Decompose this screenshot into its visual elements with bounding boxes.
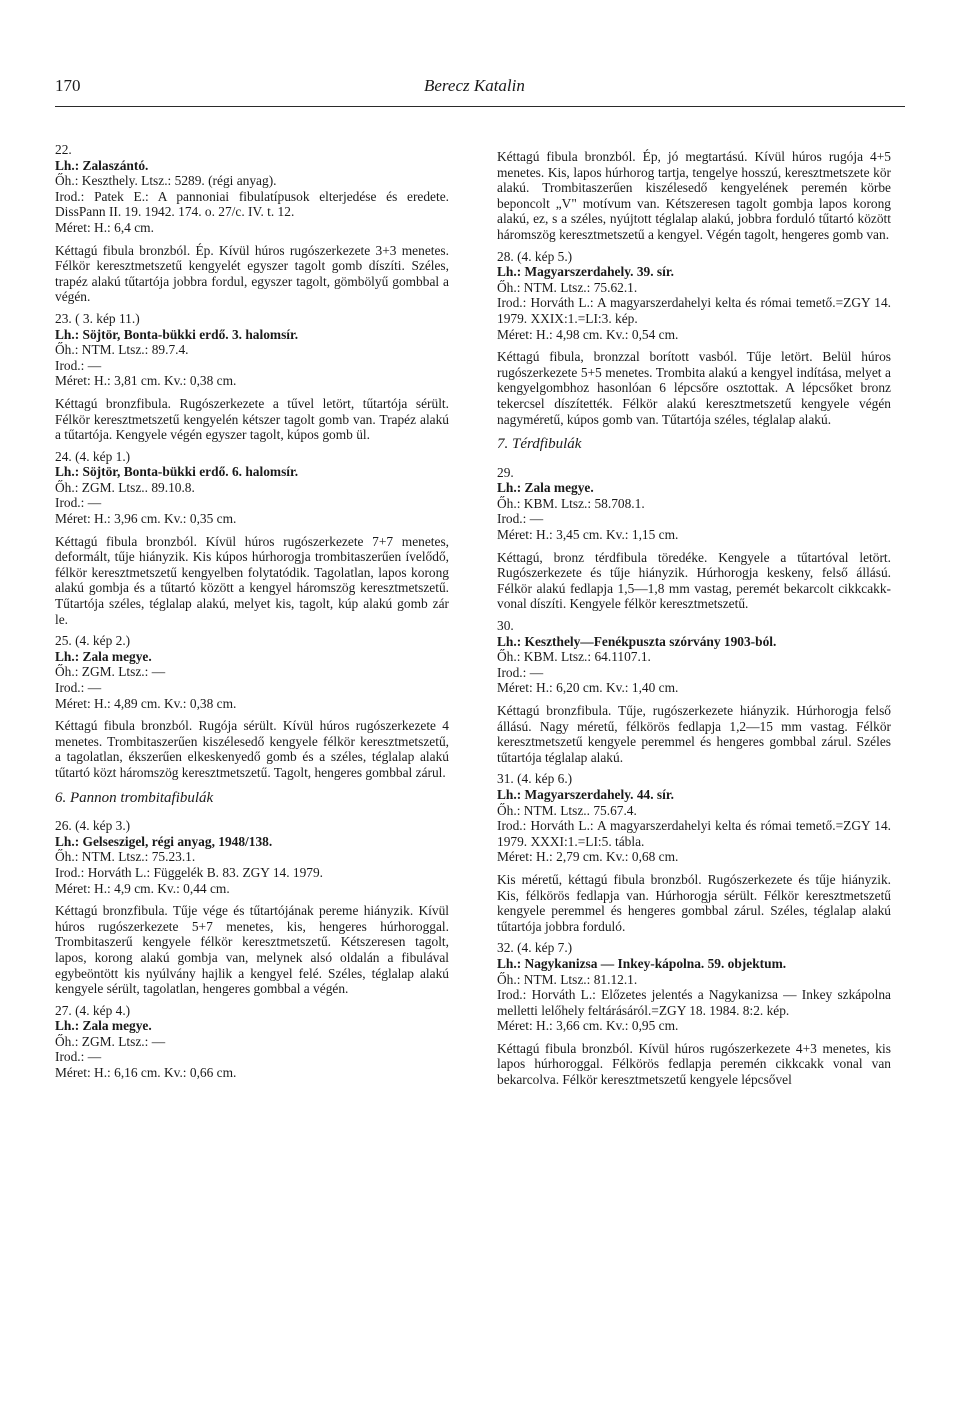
entry-number: 22.: [55, 142, 72, 157]
entry-literature: Irod.: Horváth L.: A magyarszerdahelyi kelta és római temető.=ZGY 14. 1979. XXIX:1.=LI:3. kép.: [497, 295, 891, 326]
entry-findspot: Lh.: Keszthely—Fenékpuszta szórvány 1903-ból.: [497, 633, 777, 649]
entry-description: Kis méretű, kéttagú fibula bronzból. Rugószerkezete és tűje hiányzik. Kis, félkörös fedlapja van. Húrhorogja sérült. Félkör keresztmetszetű kengyele peremmel és hengeres gombbal zárul. Széles, téglalap alakú tűtartója jobbra forduló.: [497, 871, 891, 934]
entry-size: Méret: H.: 2,79 cm. Kv.: 0,68 cm.: [497, 849, 679, 865]
entry-size: Méret: H.: 6,20 cm. Kv.: 1,40 cm.: [497, 680, 679, 696]
entry-literature: Irod.: —: [55, 1049, 102, 1065]
left-column: [55, 142, 449, 1087]
entry-number: 32. (4. kép 7.): [497, 940, 573, 956]
entry-size: Méret: H.: 6,16 cm. Kv.: 0,66 cm.: [55, 1065, 237, 1081]
entry-findspot: Lh.: Zala megye.: [55, 648, 152, 664]
entry-storage: Őh.: ZGM. Ltsz.: —: [55, 664, 166, 680]
entry-description: Kéttagú bronzfibula. Tűje, rugószerkezete hiányzik. Húrhorogja felső állású. Nagy méretű, félkörös fedlapja 1,2—15 mm vastag. Félkör keresztmetszetű kengyele peremmel és hengeres gombbal zárul. Széles tűtartója téglalap alakú.: [497, 703, 891, 765]
entry-literature: Irod.: Horváth L.: Előzetes jelentés a Nagykanizsa — Inkey szkápolna melletti lelőhely feltárásáról.=ZGY 18. 1984. 8:2. kép.: [497, 987, 891, 1018]
entry-findspot: Lh.: Zala megye.: [497, 480, 594, 496]
entry-number: 30.: [497, 618, 514, 634]
entry-literature: Irod.: Horváth L.: A magyarszerdahelyi kelta és római temető.=ZGY 14. 1979. XXXI:1.=LI:5. tábla.: [497, 818, 891, 849]
entry-findspot: Lh.: Magyarszerdahely. 39. sír.: [497, 264, 674, 280]
entry-findspot: Lh.: Zalaszántó.: [55, 157, 149, 173]
entry-description: Kéttagú bronzfibula. Rugószerkezete a tűvel letört, tűtartója sérült. Félkör keresztmetszetű kengyelén kétszer tagolt gomb van. Trapéz alakú a tűtartója. Kengyele végén egyszer tagolt, kúpos gomb ül.: [55, 395, 449, 443]
entry-storage: Őh.: NTM. Ltsz.: 81.12.1.: [497, 971, 638, 987]
entry-storage: Őh.: NTM. Ltsz.: 89.7.4.: [55, 342, 189, 358]
entry-findspot: Lh.: Gelseszigel, régi anyag, 1948/138.: [55, 833, 273, 849]
entry-storage: Őh.: Keszthely. Ltsz.: 5289. (régi anyag).: [55, 173, 277, 189]
catalog-entry: [497, 249, 891, 428]
catalog-entry: [55, 818, 449, 997]
entry-literature: Irod.: —: [55, 357, 102, 373]
entry-literature: Irod.: Patek E.: A pannoniai fibulatípusok elterjedése és eredete. DissPann II. 19. 1942. 174. o. 27/c. IV. t. 12.: [55, 188, 449, 220]
entry-description: Kéttagú bronzfibula. Tűje vége és tűtartójának pereme hiányzik. Kívül húros rugószerkezete 5+7 menetes, kis, hengeres húrhoroggal. Trombitaszerű kengyele félkör keresztmetszetű. Kétszeresen tagolt, lapos, korong alakú gombja van, melynek alsó oldalán a fibulával egybeöntött kis nyúlvány hajlik a kengyel felé. Széles, téglalap alakú kengyele sérült, tagolatlan, hengeres gombbal a végén.: [55, 903, 449, 997]
catalog-entry: [55, 633, 449, 780]
entry-description: Kéttagú fibula bronzból. Rugója sérült. Kívül húros rugószerkezete 4 menetes. Trombitaszerűen kiszélesedő kengyele félkör keresztmetszetű, a tagolatlan, ékszerűen elkeskenyedő gomb és a széles, téglalap alakú tűtartó közt háromszög keresztmetszetű. Tagolt, hengeres gombbal zárul.: [55, 718, 449, 780]
section-title: 6. Pannon trombitafibulák: [55, 789, 214, 806]
entry-size: Méret: H.: 4,89 cm. Kv.: 0,38 cm.: [55, 695, 237, 711]
entry-description: Kéttagú fibula bronzból. Ép, jó megtartású. Kívül húros rugója 4+5 menetes. Kis, lapos húrhorog tartja, tengelye hosszú, keresztmetszete kör alakú. Trombitaszerűen kiszélesedő kengyelének peremén körbe beponcolt „V" motívum van. Kétszeresen tagolt gombja lapos korong alakú, ez, s a széles, nyújtott téglalap alakú, jobbra forduló tűtartó között háromszög keresztmetszetű a kengyel. Végén tagolt, hengeres gomb van.: [497, 149, 891, 242]
entry-storage: Őh.: NTM. Ltsz.. 75.67.4.: [497, 802, 637, 818]
entry-number: 24. (4. kép 1.): [55, 448, 131, 464]
entry-storage: Őh.: ZGM. Ltsz.. 89.10.8.: [55, 479, 195, 495]
page-header: [55, 76, 905, 100]
catalog-entry: [55, 449, 449, 628]
header-rule: [55, 106, 905, 107]
entry-size: Méret: H.: 6,4 cm.: [55, 219, 154, 235]
entry-size: Méret: H.: 3,96 cm. Kv.: 0,35 cm.: [55, 511, 237, 527]
entry-number: 29.: [497, 464, 514, 480]
catalog-entry: [497, 149, 891, 243]
entry-literature: Irod.: —: [55, 495, 102, 511]
entry-number: 27. (4. kép 4.): [55, 1002, 131, 1018]
entry-description: Kéttagú fibula, bronzzal borított vasból. Tűje letört. Belül húros rugószerkezete 5+5 menetes. Trombita alakú a kengyel indítása, melyet a kengyelgombhoz hasonlóan 6 lépcsőre osztottak. A lépcsőket bronz tekercsel díszítették. Félkör alakú keresztmetszetű kengyele végén nagyméretű, kúpos gomb van. Tűtartója széles, téglalap alakú.: [497, 349, 891, 427]
entry-number: 25. (4. kép 2.): [55, 633, 131, 649]
entry-description: Kéttagú fibula bronzból. Kívül húros rugószerkezete 7+7 menetes, deformált, tűje hiányzik. Kis kúpos húrhorogja trombitaszerűen ívelődő, félkör keresztmetszetű kengyelben folytatódik. Tagolatlan, lapos korong alakú gombja és a tűtartó között a kengyel háromszög keresztmetszetű. Tűtartója széles, téglalap alakú, melyet kis, tagolt, kúp alakú gomb zár le.: [55, 533, 449, 627]
entry-findspot: Lh.: Söjtör, Bonta-bükki erdő. 6. halomsír.: [55, 464, 299, 480]
entry-number: 31. (4. kép 6.): [497, 771, 573, 787]
entry-literature: Irod.: —: [55, 680, 102, 695]
entry-storage: Őh.: ZGM. Ltsz.: —: [55, 1033, 166, 1049]
entry-storage: Őh.: KBM. Ltsz.: 58.708.1.: [497, 495, 645, 511]
entry-description: Kéttagú, bronz térdfibula töredéke. Kengyele a tűtartóval letört. Rugószerkezete és tűje hiányzik. Húrhorogja keskeny, felső állású. Félkör alakú fedlapja 1,5—1,8 mm vastag, peremét bekarcolt cikkcakk-vonal díszíti. Kengyele félkör keresztmetszetű.: [497, 549, 891, 612]
catalog-entry: [497, 771, 891, 934]
running-head: Berecz Katalin: [424, 76, 525, 95]
entry-findspot: Lh.: Zala megye.: [55, 1018, 152, 1034]
entry-storage: Őh.: KBM. Ltsz.: 64.1107.1.: [497, 649, 651, 665]
entry-findspot: Lh.: Söjtör, Bonta-bükki erdő. 3. halomsír.: [55, 326, 299, 342]
entry-findspot: Lh.: Magyarszerdahely. 44. sír.: [497, 786, 674, 802]
right-column: [497, 142, 891, 1094]
catalog-entry: [55, 311, 449, 443]
entry-number: 28. (4. kép 5.): [497, 248, 573, 264]
entry-storage: Őh.: NTM. Ltsz.: 75.62.1.: [497, 279, 638, 295]
section-title: 7. Térdfibulák: [497, 436, 582, 453]
entry-size: Méret: H.: 4,9 cm. Kv.: 0,44 cm.: [55, 880, 230, 896]
entry-size: Méret: H.: 3,45 cm. Kv.: 1,15 cm.: [497, 527, 679, 543]
entry-description: Kéttagú fibula bronzból. Kívül húros rugószerkezete 4+3 menetes, kis lapos húrhoroggal. Félkörös fedlapja peremén cikkcakk vonal van bekarcolva. Félkör keresztmetszetű kengyele lépcsővel: [497, 1040, 891, 1088]
entry-literature: Irod.: —: [497, 664, 544, 680]
entry-number: 26. (4. kép 3.): [55, 818, 131, 834]
entry-description: Kéttagú fibula bronzból. Ép. Kívül húros rugószerkezete 3+3 menetes. Félkör keresztmetszetű kengyelét egyszer tagolt gomb díszíti. Széles, trapéz alakú tűtartója jobbra fordul, egyszer tagolt, gömbölyű gombbal a végén.: [55, 242, 449, 305]
entry-size: Méret: H.: 3,81 cm. Kv.: 0,38 cm.: [55, 373, 237, 389]
catalog-entry: [497, 940, 891, 1087]
entry-size: Méret: H.: 4,98 cm. Kv.: 0,54 cm.: [497, 326, 679, 342]
entry-findspot: Lh.: Nagykanizsa — Inkey-kápolna. 59. objektum.: [497, 955, 787, 971]
catalog-entry: [497, 465, 891, 612]
entry-literature: Irod.: —: [497, 511, 544, 527]
entry-storage: Őh.: NTM. Ltsz.: 75.23.1.: [55, 849, 196, 865]
catalog-entry: [497, 618, 891, 765]
entry-literature: Irod.: Horváth L.: Függelék B. 83. ZGY 14. 1979.: [55, 864, 324, 880]
catalog-entry: [55, 142, 449, 305]
catalog-entry: [55, 1003, 449, 1081]
entry-size: Méret: H.: 3,66 cm. Kv.: 0,95 cm.: [497, 1018, 679, 1034]
page-number: 170: [55, 76, 81, 95]
entry-number: 23. ( 3. kép 11.): [55, 310, 140, 326]
